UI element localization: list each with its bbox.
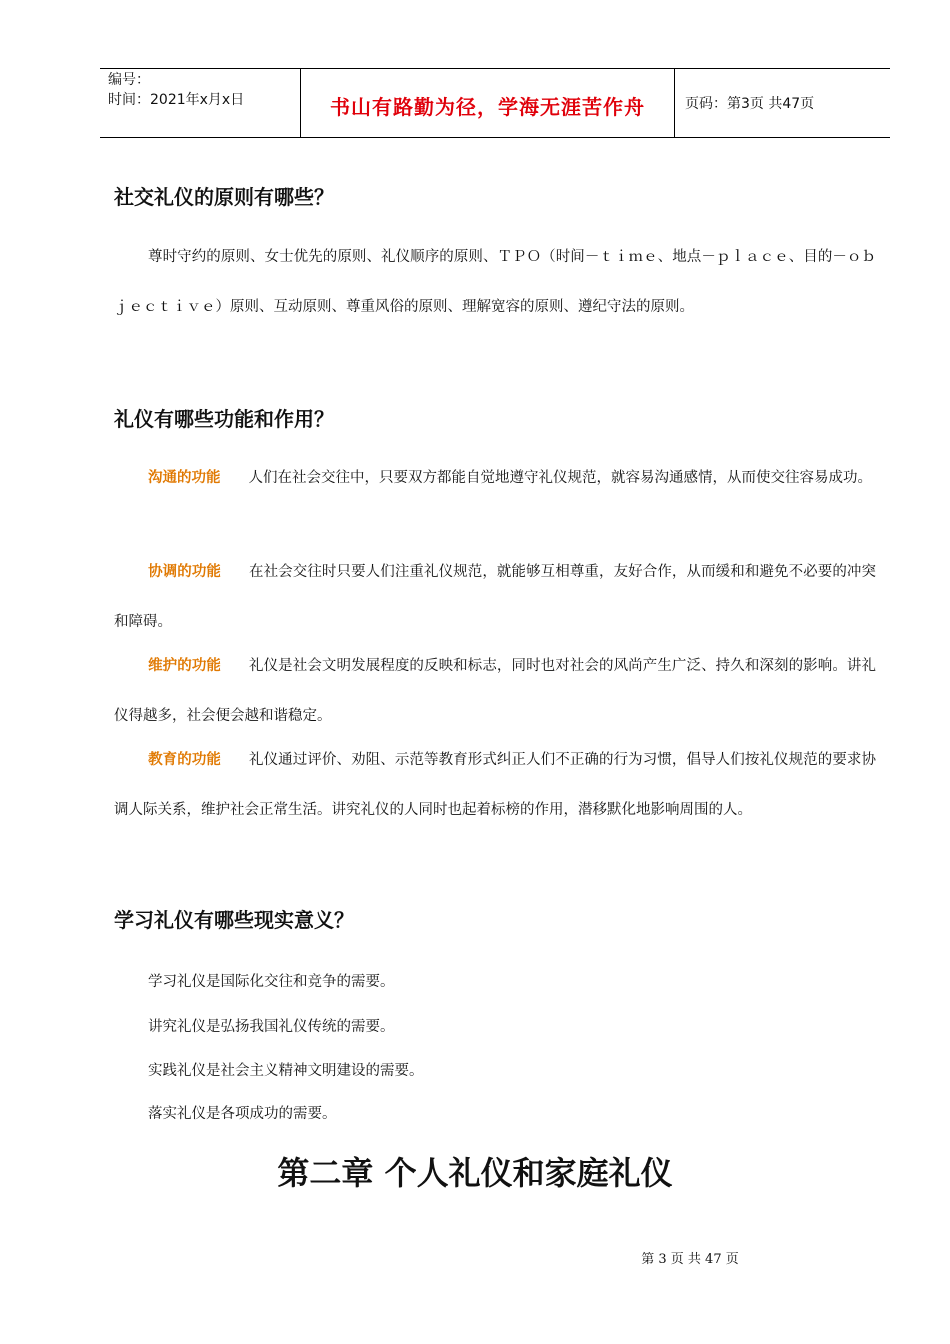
list-item: 讲究礼仪是弘扬我国礼仪传统的需要。 (148, 1019, 395, 1035)
function-paragraph (114, 735, 876, 835)
function-paragraph (114, 453, 876, 503)
time-label: 时间：2021年x月x日 (108, 92, 245, 108)
header-motto: 书山有路勤为径，学海无涯苦作舟 (330, 95, 645, 119)
function-label: 维护的功能 (148, 658, 221, 674)
list-item: 实践礼仪是社会主义精神文明建设的需要。 (148, 1063, 424, 1079)
function-text: 在社会交往时只要人们注重礼仪规范，就能够互相尊重，友好合作，从而缓和和避免不必要的冲突和障碍。 (114, 564, 876, 630)
function-label: 沟通的功能 (148, 470, 221, 486)
function-text: 礼仪通过评价、劝阻、示范等教育形式纠正人们不正确的行为习惯，倡导人们按礼仪规范的要求协调人际关系，维护社会正常生活。讲究礼仪的人同时也起着标榜的作用，潜移默化地影响周围的人。 (114, 752, 876, 818)
paragraph (114, 232, 876, 332)
list-item: 落实礼仪是各项成功的需要。 (148, 1106, 337, 1122)
section-heading: 学习礼仪有哪些现实意义？ (114, 908, 354, 932)
header-page-cell (675, 69, 890, 137)
paragraph-text: 尊时守约的原则、女士优先的原则、礼仪顺序的原则、ＴＰＯ（时间－ｔｉｍｅ、地点－ｐｌａｃｅ、目的－ｏｂｊｅｃｔｉｖｅ）原则、互动原则、尊重风俗的原则、理解宽容的原则、遵纪守法的原则。 (114, 249, 876, 315)
function-label: 教育的功能 (148, 752, 221, 768)
section-heading: 社交礼仪的原则有哪些？ (114, 185, 334, 209)
section-heading: 礼仪有哪些功能和作用？ (114, 407, 334, 431)
function-text: 礼仪是社会文明发展程度的反映和标志，同时也对社会的风尚产生广泛、持久和深刻的影响。讲礼仪得越多，社会便会越和谐稳定。 (114, 658, 876, 724)
function-paragraph (114, 641, 876, 741)
function-label: 协调的功能 (148, 564, 221, 580)
page-header (100, 68, 890, 138)
function-paragraph (114, 547, 876, 647)
header-meta-cell (100, 69, 301, 137)
page-footer: 第 3 页 共 47 页 (641, 1252, 739, 1267)
function-text: 人们在社会交往中，只要双方都能自觉地遵守礼仪规范，就容易沟通感情，从而使交往容易成功。 (248, 470, 872, 486)
number-label: 编号： (108, 72, 150, 88)
chapter-title: 第二章 个人礼仪和家庭礼仪 (277, 1154, 673, 1192)
list-item: 学习礼仪是国际化交往和竞争的需要。 (148, 974, 395, 990)
header-page-info: 页码：第3页 共47页 (685, 96, 815, 112)
header-motto-cell (301, 69, 675, 137)
